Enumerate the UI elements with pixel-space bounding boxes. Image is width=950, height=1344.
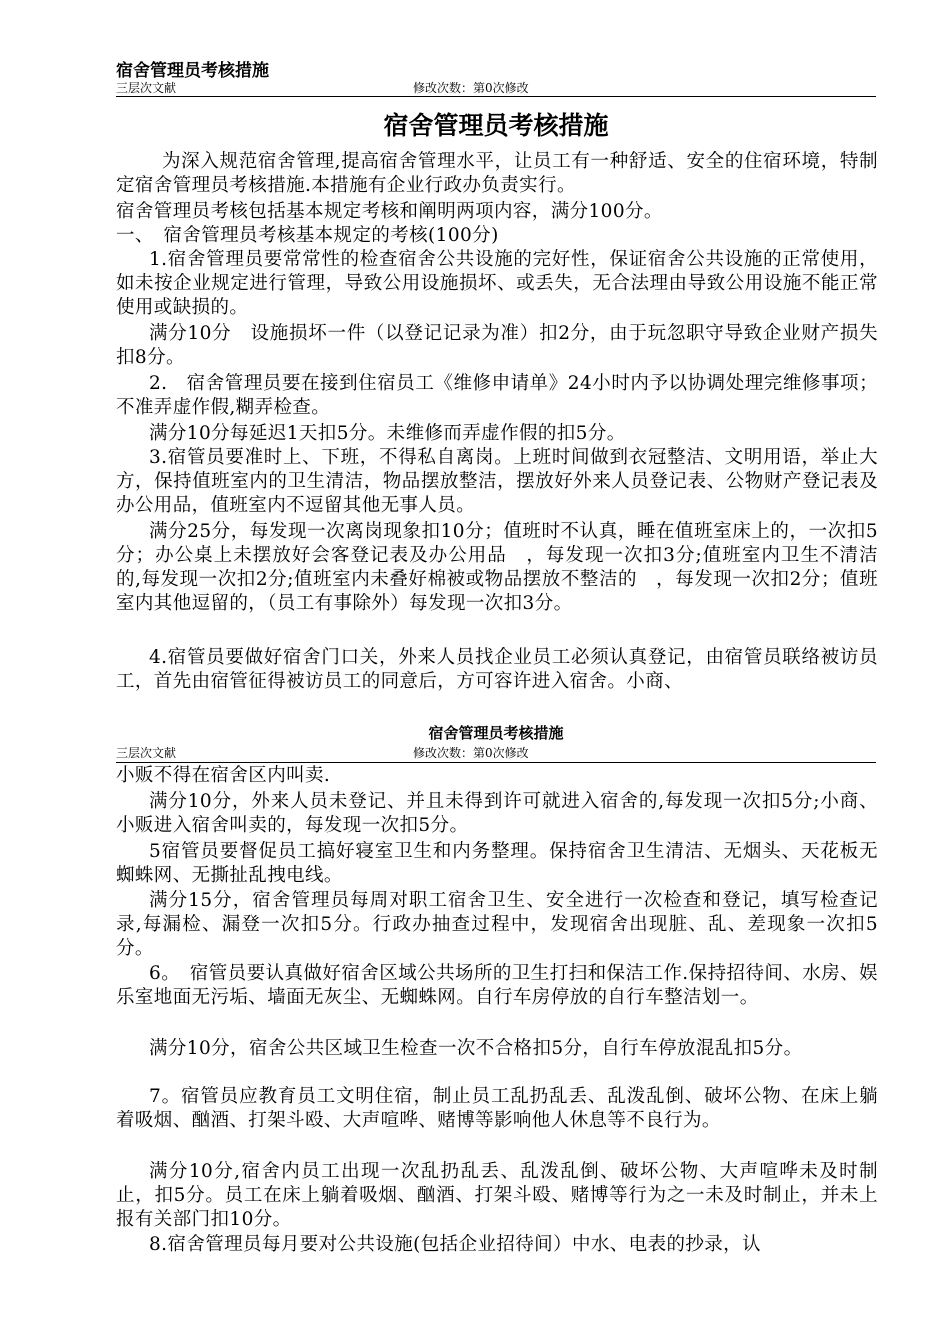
paragraph-score-5: 满分15分，宿舍管理员每周对职工宿舍卫生、安全进行一次检查和登记，填写检查记录,每漏检、漏登一次扣5分。行政办抽查过程中，发现宿舍出现脏、乱、差现象一次扣5分。 xyxy=(116,890,878,959)
paragraph-score-7: 满分10分,宿舍内员工出现一次乱扔乱丢、乱泼乱倒、破坏公物、大声喧哗未及时制止，扣5分。员工在床上躺着吸烟、酗酒、打架斗殴、赌博等行为之一未及时制止，并未上报有关部门扣10分。 xyxy=(116,1161,878,1230)
page2-header-rule xyxy=(116,762,876,763)
paragraph-intro: 为深入规范宿舍管理,提高宿舍管理水平，让员工有一种舒适、安全的住宿环境，特制定宿舍管理员考核措施.本措施有企业行政办负责实行。 xyxy=(116,151,878,196)
paragraph-item-4: 4.宿管员要做好宿舍门口关，外来人员找企业员工必须认真登记，由宿管员联络被访员工，首先由宿管征得被访员工的同意后，方可容许进入宿舍。小商、 xyxy=(116,647,878,692)
paragraph-item-5: 5宿管员要督促员工搞好寝室卫生和内务整理。保持宿舍卫生清洁、无烟头、天花板无蜘蛛网、无撕扯乱拽电线。 xyxy=(116,841,878,886)
paragraph-score-4: 满分10分，外来人员未登记、并且未得到许可就进入宿舍的,每发现一次扣5分;小商、小贩进入宿舍叫卖的，每发现一次扣5分。 xyxy=(116,791,878,836)
page2-header-left-label: 三层次文献 xyxy=(116,746,177,760)
paragraph-item-1: 1.宿舍管理员要常常性的检查宿舍公共设施的完好性，保证宿舍公共设施的正常使用，如未按企业规定进行管理，导致公用设施损坏、或丢失，无合法理由导致公用设施不能正常使用或缺损的。 xyxy=(116,249,878,318)
paragraph-score-1: 满分10分 设施损坏一件（以登记记录为准）扣2分，由于玩忽职守导致企业财产损失扣8分。 xyxy=(116,323,878,368)
paragraph-score-6: 满分10分，宿舍公共区域卫生检查一次不合格扣5分，自行车停放混乱扣5分。 xyxy=(149,1038,803,1059)
paragraph-item-3: 3.宿管员要准时上、下班，不得私自离岗。上班时间做到衣冠整洁、文明用语，举止大方，保持值班室内的卫生清洁，物品摆放整洁，摆放好外来人员登记表、公物财产登记表及办公用品，值班室内不逗留其他无事人员。 xyxy=(116,447,878,516)
header-revision-label: 修改次数：第0次修改 xyxy=(413,81,529,95)
paragraph-item-8: 8.宿舍管理员每月要对公共设施(包括企业招待间）中水、电表的抄录，认 xyxy=(149,1234,761,1255)
section-heading-1: 一、 宿舍管理员考核基本规定的考核(100分) xyxy=(116,225,499,246)
document-title: 宿舍管理员考核措施 xyxy=(383,111,609,140)
paragraph-item-4-cont: 小贩不得在宿舍区内叫卖. xyxy=(116,765,331,786)
header-left-label: 三层次文献 xyxy=(116,81,177,95)
paragraph-item-7: 7。宿管员应教育员工文明住宿，制止员工乱扔乱丢、乱泼乱倒、破坏公物、在床上躺着吸烟、酗酒、打架斗殴、大声喧哗、赌博等影响他人休息等不良行为。 xyxy=(116,1086,878,1131)
paragraph-score-3: 满分25分，每发现一次离岗现象扣10分；值班时不认真，睡在值班室床上的，一次扣5分；办公桌上未摆放好会客登记表及办公用品 ，每发现一次扣3分;值班室内卫生不清洁的,每发现一次扣2分;值班室内未叠好棉被或物品摆放不整洁的 ，每发现一次扣2分；值班室内其他逗留的，（员工有事除外）每发现一次扣3分。 xyxy=(116,521,878,614)
paragraph-item-6: 6。 宿管员要认真做好宿舍区域公共场所的卫生打扫和保洁工作.保持招待间、水房、娱乐室地面无污垢、墙面无灰尘、无蜘蛛网。自行车房停放的自行车整洁划一。 xyxy=(116,963,878,1008)
page2-header-revision-label: 修改次数：第0次修改 xyxy=(413,746,529,760)
header-rule xyxy=(116,96,876,97)
paragraph-scope: 宿舍管理员考核包括基本规定考核和阐明两项内容，满分100分。 xyxy=(116,201,663,222)
paragraph-score-2: 满分10分每延迟1天扣5分。未维修而弄虚作假的扣5分。 xyxy=(149,423,626,444)
page2-header-title: 宿舍管理员考核措施 xyxy=(428,724,564,742)
paragraph-item-2: 2. 宿舍管理员要在接到住宿员工《维修申请单》24小时内予以协调处理完维修事项；不准弄虚作假,糊弄检查。 xyxy=(116,373,878,418)
header-title: 宿舍管理员考核措施 xyxy=(116,61,269,81)
